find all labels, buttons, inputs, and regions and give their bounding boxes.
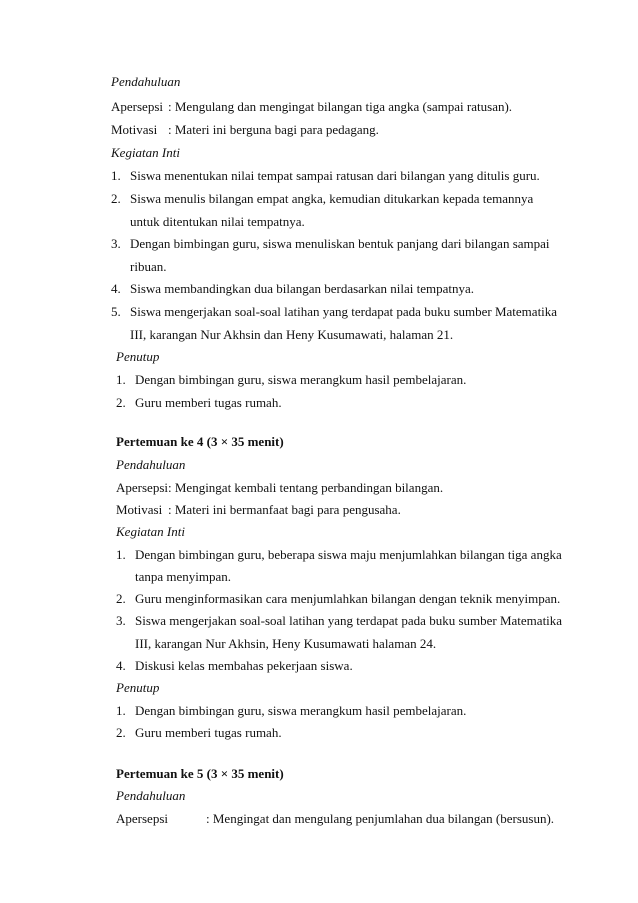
apersepsi-label: Apersepsi [116, 480, 168, 495]
inti-item-text-continued: III, karangan Nur Akhsin dan Heny Kusumawati, halaman 21. [130, 327, 454, 342]
inti-item-text-continued: III, karangan Nur Akhsin, Heny Kusumawati halaman 24. [135, 636, 437, 651]
inti-item-text: Siswa mengerjakan soal-soal latihan yang terdapat pada buku sumber Matematika [130, 304, 558, 319]
motivasi-text: : Materi ini berguna bagi para pedagang. [168, 122, 379, 137]
kegiatan-inti-heading: Kegiatan Inti [116, 524, 185, 539]
pendahuluan-heading: Pendahuluan [111, 74, 181, 89]
apersepsi-text: : Mengingat kembali tentang perbandingan bilangan. [168, 480, 444, 495]
inti-item-number: 4. [111, 281, 121, 296]
inti-item-number: 1. [111, 168, 121, 183]
apersepsi-label: Apersepsi [111, 99, 163, 114]
inti-item-text: Siswa mengerjakan soal-soal latihan yang terdapat pada buku sumber Matematika [135, 613, 563, 628]
inti-item-number: 1. [116, 547, 126, 562]
penutup-item-text: Guru memberi tugas rumah. [135, 725, 282, 740]
apersepsi-text: : Mengingat dan mengulang penjumlahan dua bilangan (bersusun). [206, 811, 555, 826]
inti-item-text: Siswa menentukan nilai tempat sampai ratusan dari bilangan yang ditulis guru. [130, 168, 540, 183]
apersepsi-text: : Mengulang dan mengingat bilangan tiga angka (sampai ratusan). [168, 99, 513, 114]
pertemuan-5-heading: Pertemuan ke 5 (3 × 35 menit) [116, 766, 284, 781]
penutup-heading: Penutup [116, 680, 160, 695]
inti-item-text-continued: untuk ditentukan nilai tempatnya. [130, 214, 305, 229]
inti-item-text: Dengan bimbingan guru, beberapa siswa maju menjumlahkan bilangan tiga angka [135, 547, 562, 562]
pendahuluan-heading: Pendahuluan [116, 788, 186, 803]
inti-item-text: Dengan bimbingan guru, siswa menuliskan bentuk panjang dari bilangan sampai [130, 236, 550, 251]
inti-item-text-continued: ribuan. [130, 259, 167, 274]
inti-item-text: Diskusi kelas membahas pekerjaan siswa. [135, 658, 353, 673]
inti-item-text: Siswa membandingkan dua bilangan berdasarkan nilai tempatnya. [130, 281, 475, 296]
inti-item-text-continued: tanpa menyimpan. [135, 569, 232, 584]
apersepsi-label: Apersepsi [116, 811, 168, 826]
pendahuluan-heading: Pendahuluan [116, 457, 186, 472]
inti-item-text: Guru menginformasikan cara menjumlahkan bilangan dengan teknik menyimpan. [135, 591, 561, 606]
pertemuan-4-heading: Pertemuan ke 4 (3 × 35 menit) [116, 434, 284, 449]
penutup-heading: Penutup [116, 349, 160, 364]
inti-item-number: 4. [116, 658, 126, 673]
kegiatan-inti-heading: Kegiatan Inti [111, 145, 180, 160]
inti-item-number: 5. [111, 304, 121, 319]
penutup-item-number: 2. [116, 395, 126, 410]
penutup-item-number: 1. [116, 703, 126, 718]
penutup-item-text: Dengan bimbingan guru, siswa merangkum hasil pembelajaran. [135, 372, 467, 387]
penutup-item-text: Dengan bimbingan guru, siswa merangkum hasil pembelajaran. [135, 703, 467, 718]
motivasi-text: : Materi ini bermanfaat bagi para pengusaha. [168, 502, 401, 517]
inti-item-number: 2. [116, 591, 126, 606]
inti-item-text: Siswa menulis bilangan empat angka, kemudian ditukarkan kepada temannya [130, 191, 534, 206]
inti-item-number: 3. [111, 236, 121, 251]
motivasi-label: Motivasi [111, 122, 158, 137]
motivasi-label: Motivasi [116, 502, 163, 517]
penutup-item-number: 1. [116, 372, 126, 387]
penutup-item-number: 2. [116, 725, 126, 740]
penutup-item-text: Guru memberi tugas rumah. [135, 395, 282, 410]
inti-item-number: 2. [111, 191, 121, 206]
inti-item-number: 3. [116, 613, 126, 628]
